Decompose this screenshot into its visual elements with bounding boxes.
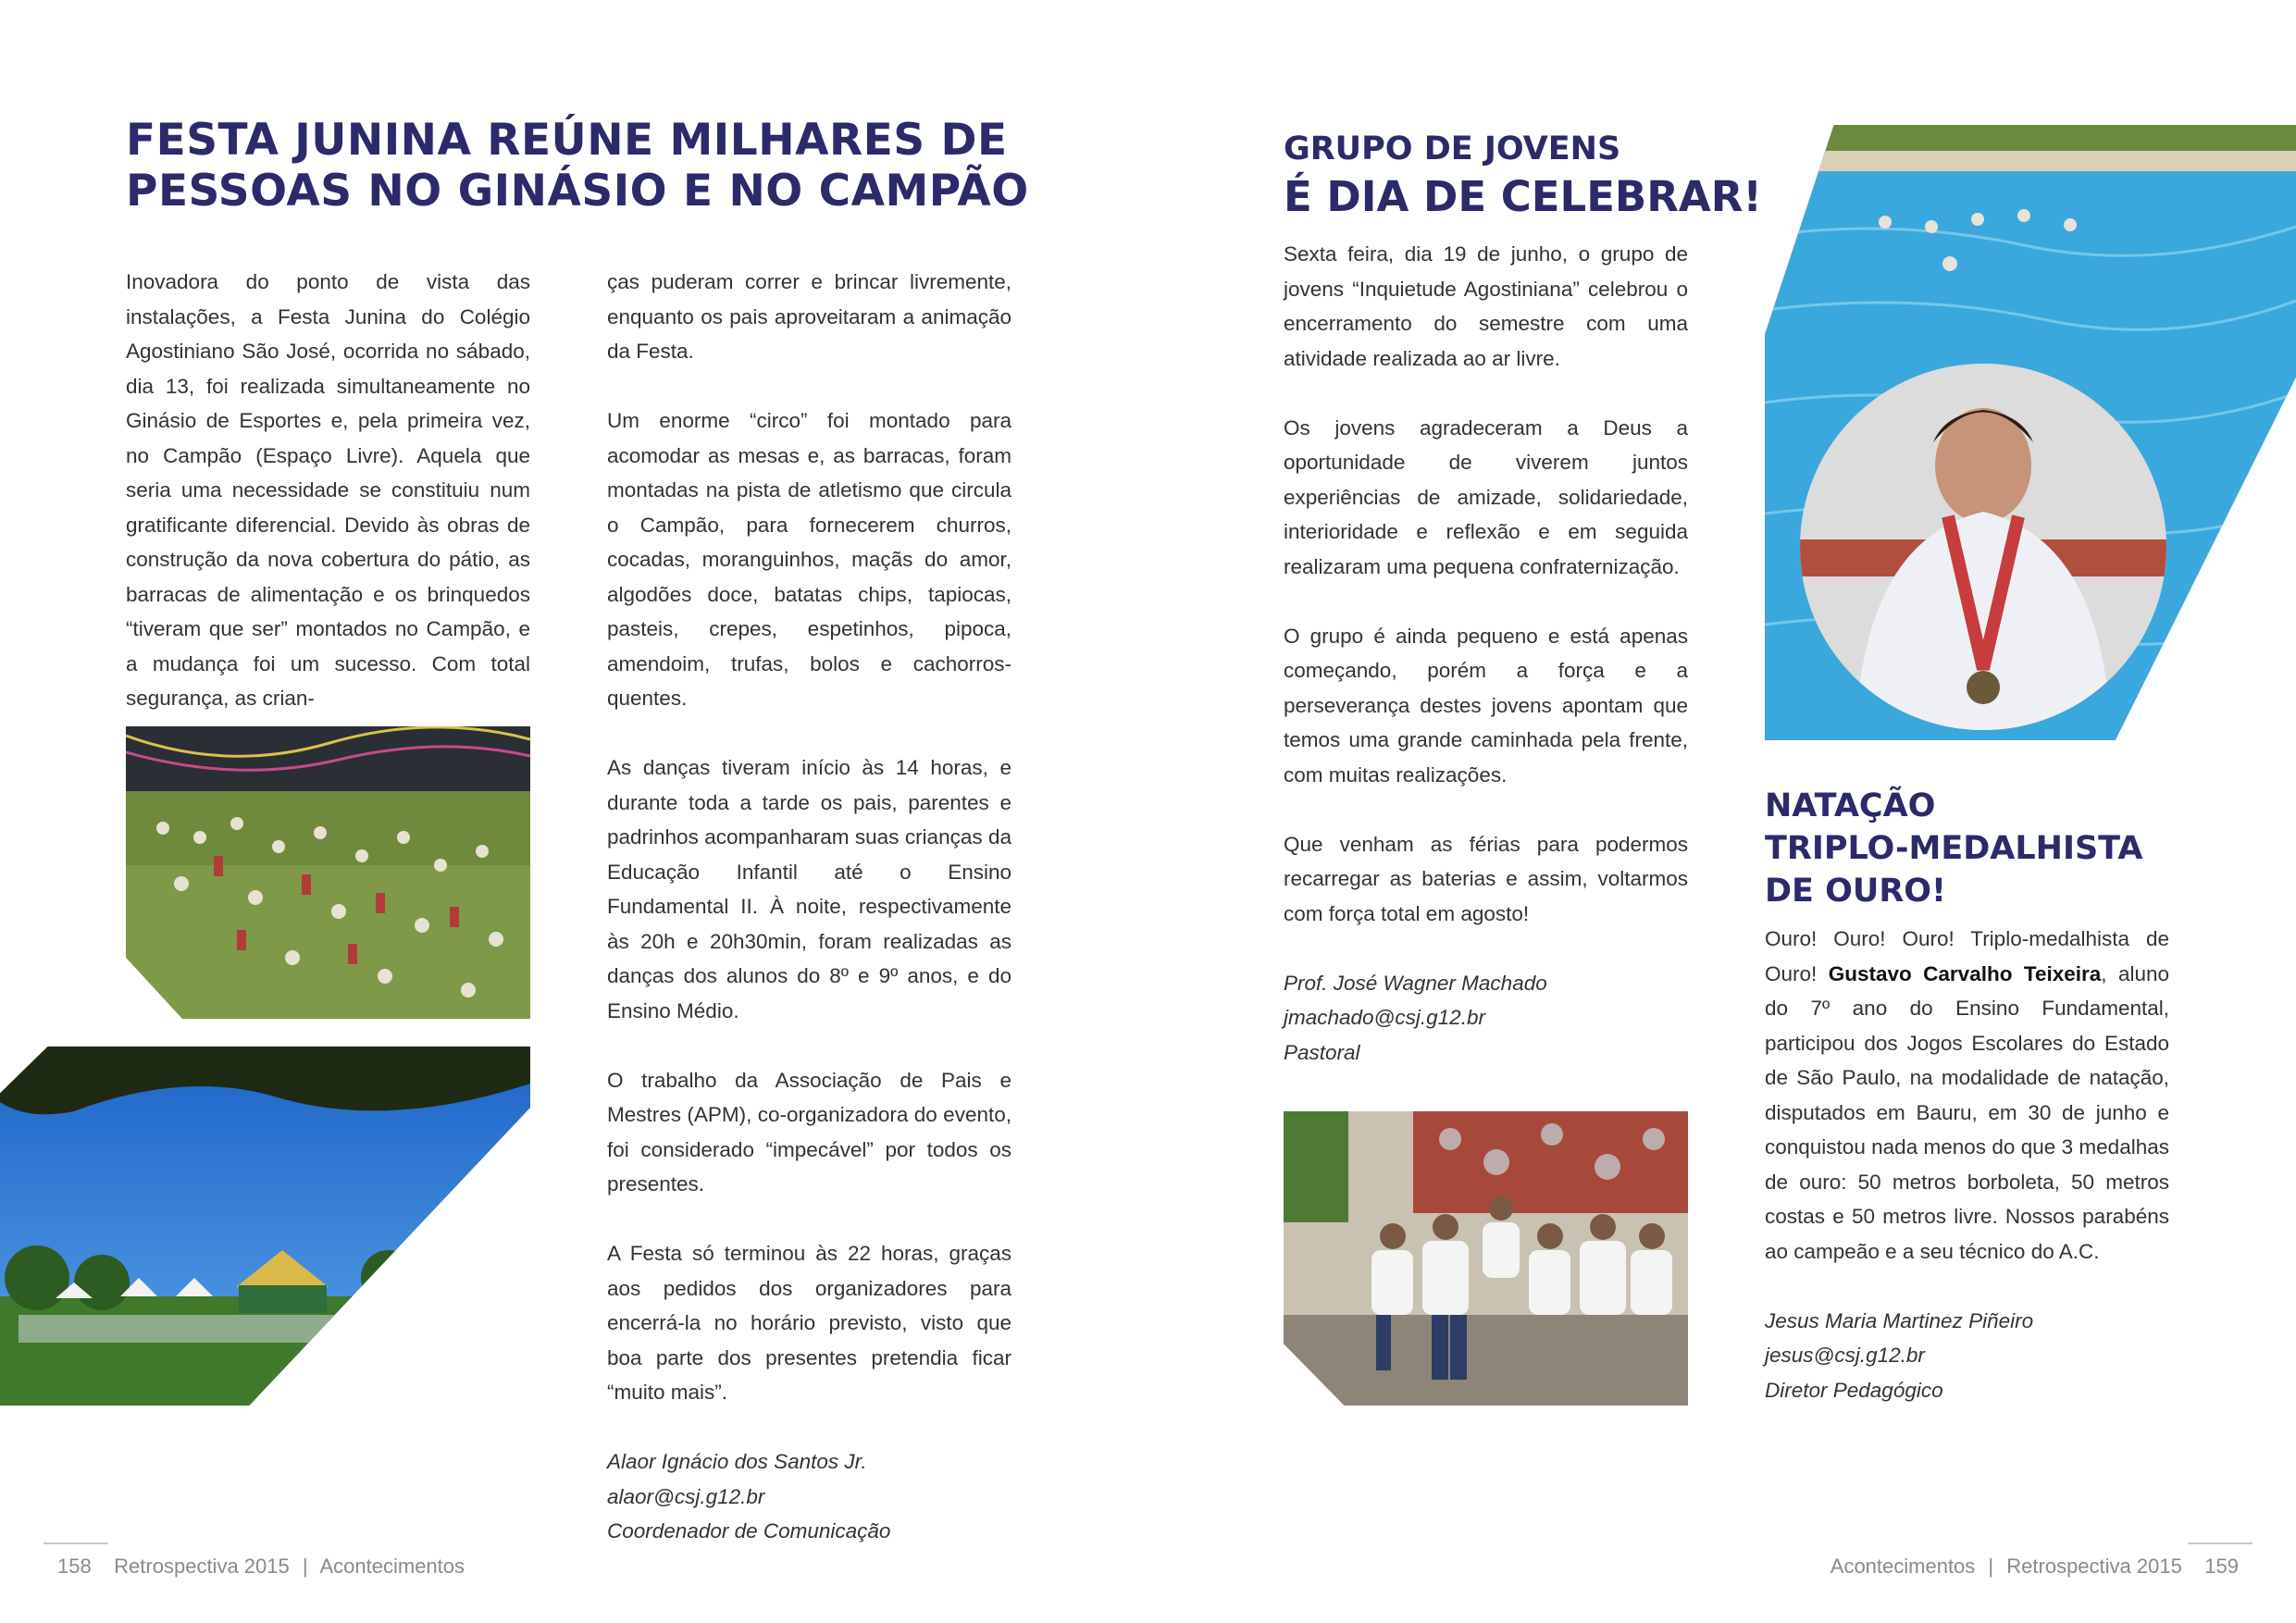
footer-rule-right	[2188, 1542, 2253, 1544]
signature-name: Alaor Ignácio dos Santos Jr.	[607, 1450, 867, 1473]
swim-column	[1765, 922, 2169, 1407]
signature-email: jesus@csj.g12.br	[1765, 1344, 1925, 1367]
youth-group-photo	[1284, 1111, 1688, 1406]
festa-paragraph: As danças tiveram início às 14 horas, e durante toda a tarde os pais, parentes e padrinhos acompanharam suas crianças da Educação Infantil até o Ensino Fundamental II. À noite, respectivamente às 20h e 20h30min, foram realizadas as danças dos alunos do 8º e 9º anos, e do Ensino Médio.	[607, 756, 1011, 1022]
swim-signature	[1765, 1304, 2169, 1408]
gym-dance-photo	[126, 726, 530, 1019]
festa-signature	[607, 1444, 1011, 1549]
swim-title-line-1: NATAÇÃO	[1765, 787, 1936, 824]
signature-name: Jesus Maria Martinez Piñeiro	[1765, 1308, 2034, 1332]
festa-paragraph: A Festa só terminou às 22 horas, graças aos pedidos dos organizadores para encerrá-la no horário previsto, visto que boa parte dos presentes pretendia ficar “muito mais”.	[607, 1242, 1011, 1404]
swim-intro: Ouro! Ouro! Ouro! Triplo-medalhista de Ouro!	[1765, 927, 2169, 985]
signature-role: Coordenador de Comunicação	[607, 1519, 891, 1542]
swim-title-line-3: DE OURO!	[1765, 873, 1946, 910]
page-number: 159	[2204, 1555, 2239, 1578]
footer-rule-left	[43, 1542, 108, 1544]
swim-title	[1765, 785, 2142, 912]
festa-column-1	[126, 265, 530, 750]
swimmer-name: Gustavo Carvalho Teixeira	[1828, 961, 2102, 985]
footer-publication: Retrospectiva 2015	[2006, 1555, 2182, 1578]
footer-right	[1831, 1555, 2239, 1579]
page-number: 158	[57, 1555, 92, 1578]
signature-role: Pastoral	[1284, 1040, 1360, 1064]
youth-title: É DIA DE CELEBRAR!	[1284, 172, 1762, 221]
swimmer-portrait	[1800, 364, 2166, 730]
youth-paragraph: Os jovens agradeceram a Deus a oportunidade de viverem juntos experiências de amizade, solidariedade, interioridade e reflexão e em seguida realizaram uma pequena confraternização.	[1284, 415, 1688, 578]
footer-left	[57, 1555, 465, 1579]
swim-paragraph	[1765, 922, 2169, 1269]
headline-line-1: FESTA JUNINA REÚNE MILHARES DE	[126, 115, 1008, 166]
signature-email: jmachado@csj.g12.br	[1284, 1006, 1485, 1029]
circus-tent-photo	[0, 1047, 530, 1406]
festa-paragraph: Um enorme “circo” foi montado para acomodar as mesas e, as barracas, foram montadas na pista de atletismo que circula o Campão, para fornecerem churros, cocadas, moranguinhos, maçãs do amor, algodões doce, batatas chips, tapiocas, pasteis, crepes, espetinhos, pipoca, amendoim, trufas, bolos e cachorros-quentes.	[607, 409, 1011, 710]
footer-publication: Retrospectiva 2015	[114, 1555, 290, 1578]
footer-separator: |	[1988, 1555, 1994, 1578]
festa-column-2	[607, 265, 1011, 1549]
festa-paragraph: ças puderam correr e brincar livremente, enquanto os pais aproveitaram a animação da Festa.	[607, 270, 1011, 363]
youth-paragraph: O grupo é ainda pequeno e está apenas começando, porém a força e a perseverança destes jovens apontam que temos uma grande caminhada pela frente, com muitas realizações.	[1284, 624, 1688, 787]
youth-column	[1284, 237, 1688, 1070]
signature-email: alaor@csj.g12.br	[607, 1484, 765, 1508]
footer-section: Acontecimentos	[1830, 1555, 1976, 1578]
festa-junina-headline	[126, 115, 1033, 217]
signature-name: Prof. José Wagner Machado	[1284, 971, 1547, 995]
festa-paragraph: O trabalho da Associação de Pais e Mestres (APM), co-organizadora do evento, foi considerado “impecável” por todos os presentes.	[607, 1068, 1011, 1196]
footer-separator: |	[302, 1555, 308, 1578]
headline-line-2: PESSOAS NO GINÁSIO E NO CAMPÃO	[126, 166, 1029, 217]
youth-signature	[1284, 966, 1688, 1071]
youth-paragraph: Sexta feira, dia 19 de junho, o grupo de jovens “Inquietude Agostiniana” celebrou o encerramento do semestre com uma atividade realizada ao ar livre.	[1284, 242, 1688, 370]
footer-section: Acontecimentos	[319, 1555, 465, 1578]
swim-body: , aluno do 7º ano do Ensino Fundamental, participou dos Jogos Escolares do Estado de São Paulo, na modalidade de natação, disputados em Bauru, em 30 de junho e conquistou nada menos do que 3 medalhas de ouro: 50 metros borboleta, 50 metros costas e 50 metros livre. Nossos parabéns ao campeão e a seu técnico do A.C.	[1765, 961, 2169, 1263]
youth-paragraph: Que venham as férias para podermos recarregar as baterias e assim, voltarmos com força total em agosto!	[1284, 832, 1688, 925]
youth-kicker: GRUPO DE JOVENS	[1284, 130, 1621, 167]
signature-role: Diretor Pedagógico	[1765, 1378, 1943, 1402]
swim-title-line-2: TRIPLO-MEDALHISTA	[1765, 830, 2143, 867]
festa-paragraph: Inovadora do ponto de vista das instalações, a Festa Junina do Colégio Agostiniano São José, ocorrida no sábado, dia 13, foi realizada simultaneamente no Ginásio de Esportes e, pela primeira vez, no Campão (Espaço Livre). Aquela que seria uma necessidade se constituiu num gratificante diferencial. Devido às obras de construção da nova cobertura do pátio, as barracas de alimentação e os brinquedos “tiveram que ser” montados no Campão, e a mudança foi um sucesso. Com total segurança, as crian-	[126, 270, 530, 710]
